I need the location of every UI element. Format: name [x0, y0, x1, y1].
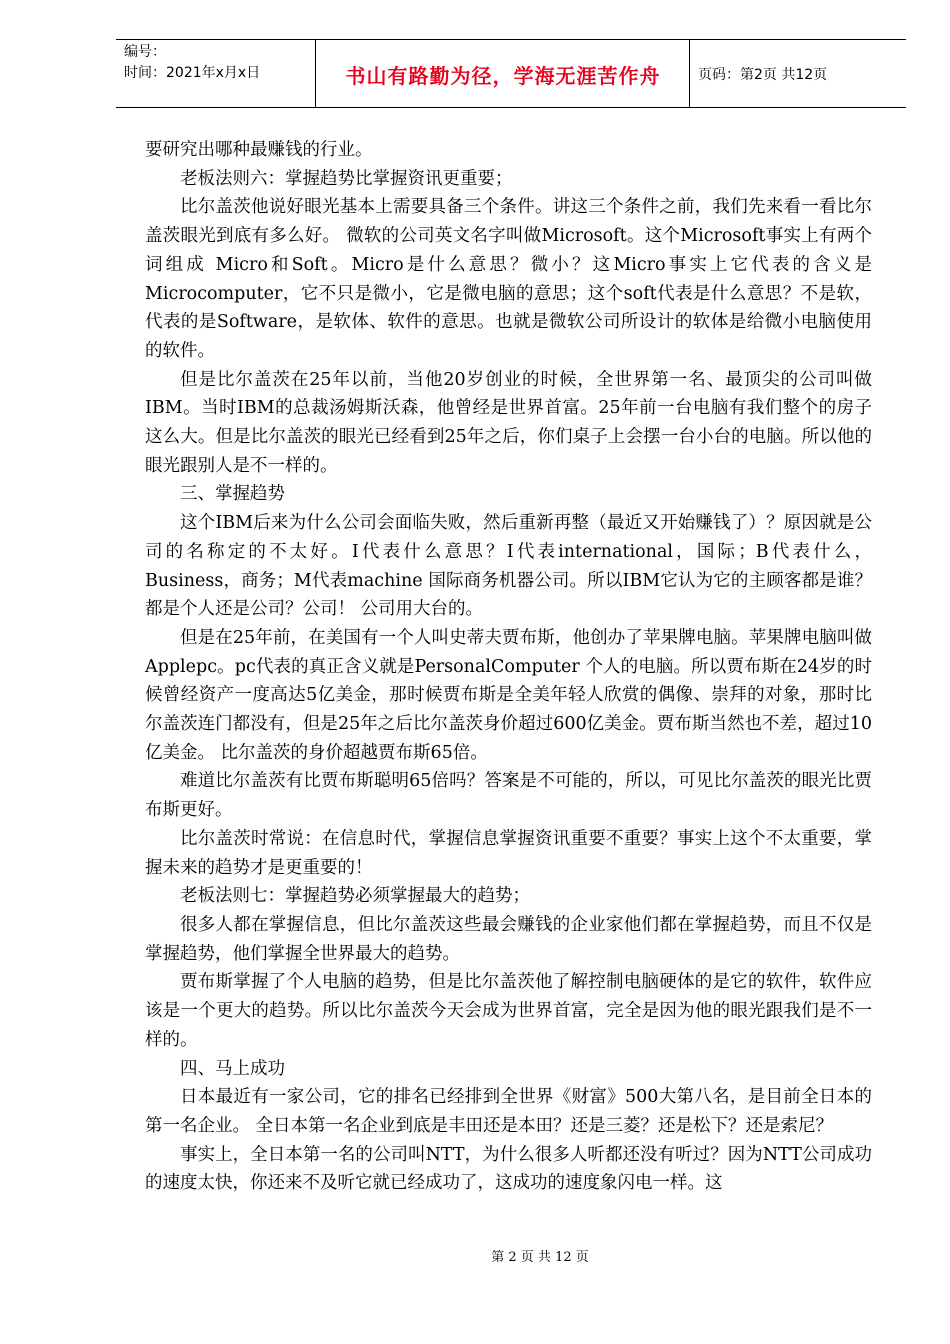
paragraph: 这个IBM后来为什么公司会面临失败，然后重新再整（最近又开始赚钱了）？原因就是公司的名称定的不太好。I代表什么意思？I代表international，国际；B代表什么，Business，商务；M代表machine 国际商务机器公司。所以IBM它认为它的主顾客都是谁？都是个人还是公司？公司！ 公司用大台的。: [145, 513, 872, 620]
header-meta: [124, 42, 260, 84]
paragraph: 老板法则六：掌握趋势比掌握资讯更重要；: [180, 168, 513, 189]
section-heading: 四、马上成功: [180, 1058, 285, 1079]
paragraph: 但是比尔盖茨在25年以前，当他20岁创业的时候，全世界第一名、最顶尖的公司叫做IBM。当时IBM的总裁汤姆斯沃森，他曾经是世界首富。25年前一台电脑有我们整个的房子这么大。但是比尔盖茨的眼光已经看到25年之后，你们桌子上会摆一台小台的电脑。所以他的眼光跟别人是不一样的。: [145, 369, 872, 476]
paragraph: 难道比尔盖茨有比贾布斯聪明65倍吗？答案是不可能的，所以，可见比尔盖茨的眼光比贾布斯更好。: [145, 771, 872, 821]
paragraph: 贾布斯掌握了个人电脑的趋势，但是比尔盖茨他了解控制电脑硬体的是它的软件，软件应该是一个更大的趋势。所以比尔盖茨今天会成为世界首富，完全是因为他的眼光跟我们是不一样的。: [145, 972, 872, 1050]
paragraph: 很多人都在掌握信息，但比尔盖茨这些最会赚钱的企业家他们都在掌握趋势，而且不仅是掌握趋势，他们掌握全世界最大的趋势。: [145, 914, 872, 964]
paragraph: 比尔盖茨他说好眼光基本上需要具备三个条件。讲这三个条件之前，我们先来看一看比尔盖茨眼光到底有多么好。 微软的公司英文名字叫做Microsoft。这个Microsoft事实上有两个词组成 Micro和Soft。Micro是什么意思？微小？这Micro事实上它代表的含义是Microcomputer，它不只是微小，它是微电脑的意思；这个soft代表是什么意思？不是软，代表的是Software，是软体、软件的意思。也就是微软公司所设计的软体是给微小电脑使用的软件。: [145, 197, 872, 361]
time-label: 时间：2021年x月x日: [124, 65, 261, 81]
paragraph: 事实上，全日本第一名的公司叫NTT，为什么很多人听都还没有听过？因为NTT公司成功的速度太快，你还来不及听它就已经成功了，这成功的速度象闪电一样。这: [145, 1144, 872, 1194]
header-motto: 书山有路勤为径，学海无涯苦作舟: [345, 63, 661, 88]
section-heading: 三、掌握趋势: [180, 484, 285, 505]
paragraph: 要研究出哪种最赚钱的行业。: [145, 140, 373, 160]
page-header: [0, 0, 950, 110]
paragraph: 但是在25年前，在美国有一个人叫史蒂夫贾布斯，他创办了苹果牌电脑。苹果牌电脑叫做Applepc。pc代表的真正含义就是PersonalComputer 个人的电脑。所以贾布斯在24岁的时候曾经资产一度高达5亿美金，那时候贾布斯是全美年轻人欣赏的偶像、崇拜的对象，那时比尔盖茨连门都没有，但是25年之后比尔盖茨身价超过600亿美金。贾布斯当然也不差，超过10亿美金。 比尔盖茨的身价超越贾布斯65倍。: [145, 627, 872, 763]
paragraph: 比尔盖茨时常说：在信息时代，掌握信息掌握资讯重要不重要？事实上这个不太重要，掌握未来的趋势才是更重要的！: [145, 828, 872, 878]
paragraph: 日本最近有一家公司，它的排名已经排到全世界《财富》500大第八名，是目前全日本的第一名企业。 全日本第一名企业到底是丰田还是本田？还是三菱？还是松下？还是索尼？: [145, 1087, 872, 1136]
header-page-label: 页码：第2页 共12页: [698, 67, 828, 83]
document-body: [145, 136, 872, 1198]
paragraph: 老板法则七：掌握趋势必须掌握最大的趋势；: [180, 886, 530, 907]
page-footer: [0, 1246, 950, 1265]
serial-label: 编号：: [124, 44, 166, 60]
footer-page-number: 第 2 页 共 12 页: [491, 1250, 589, 1265]
